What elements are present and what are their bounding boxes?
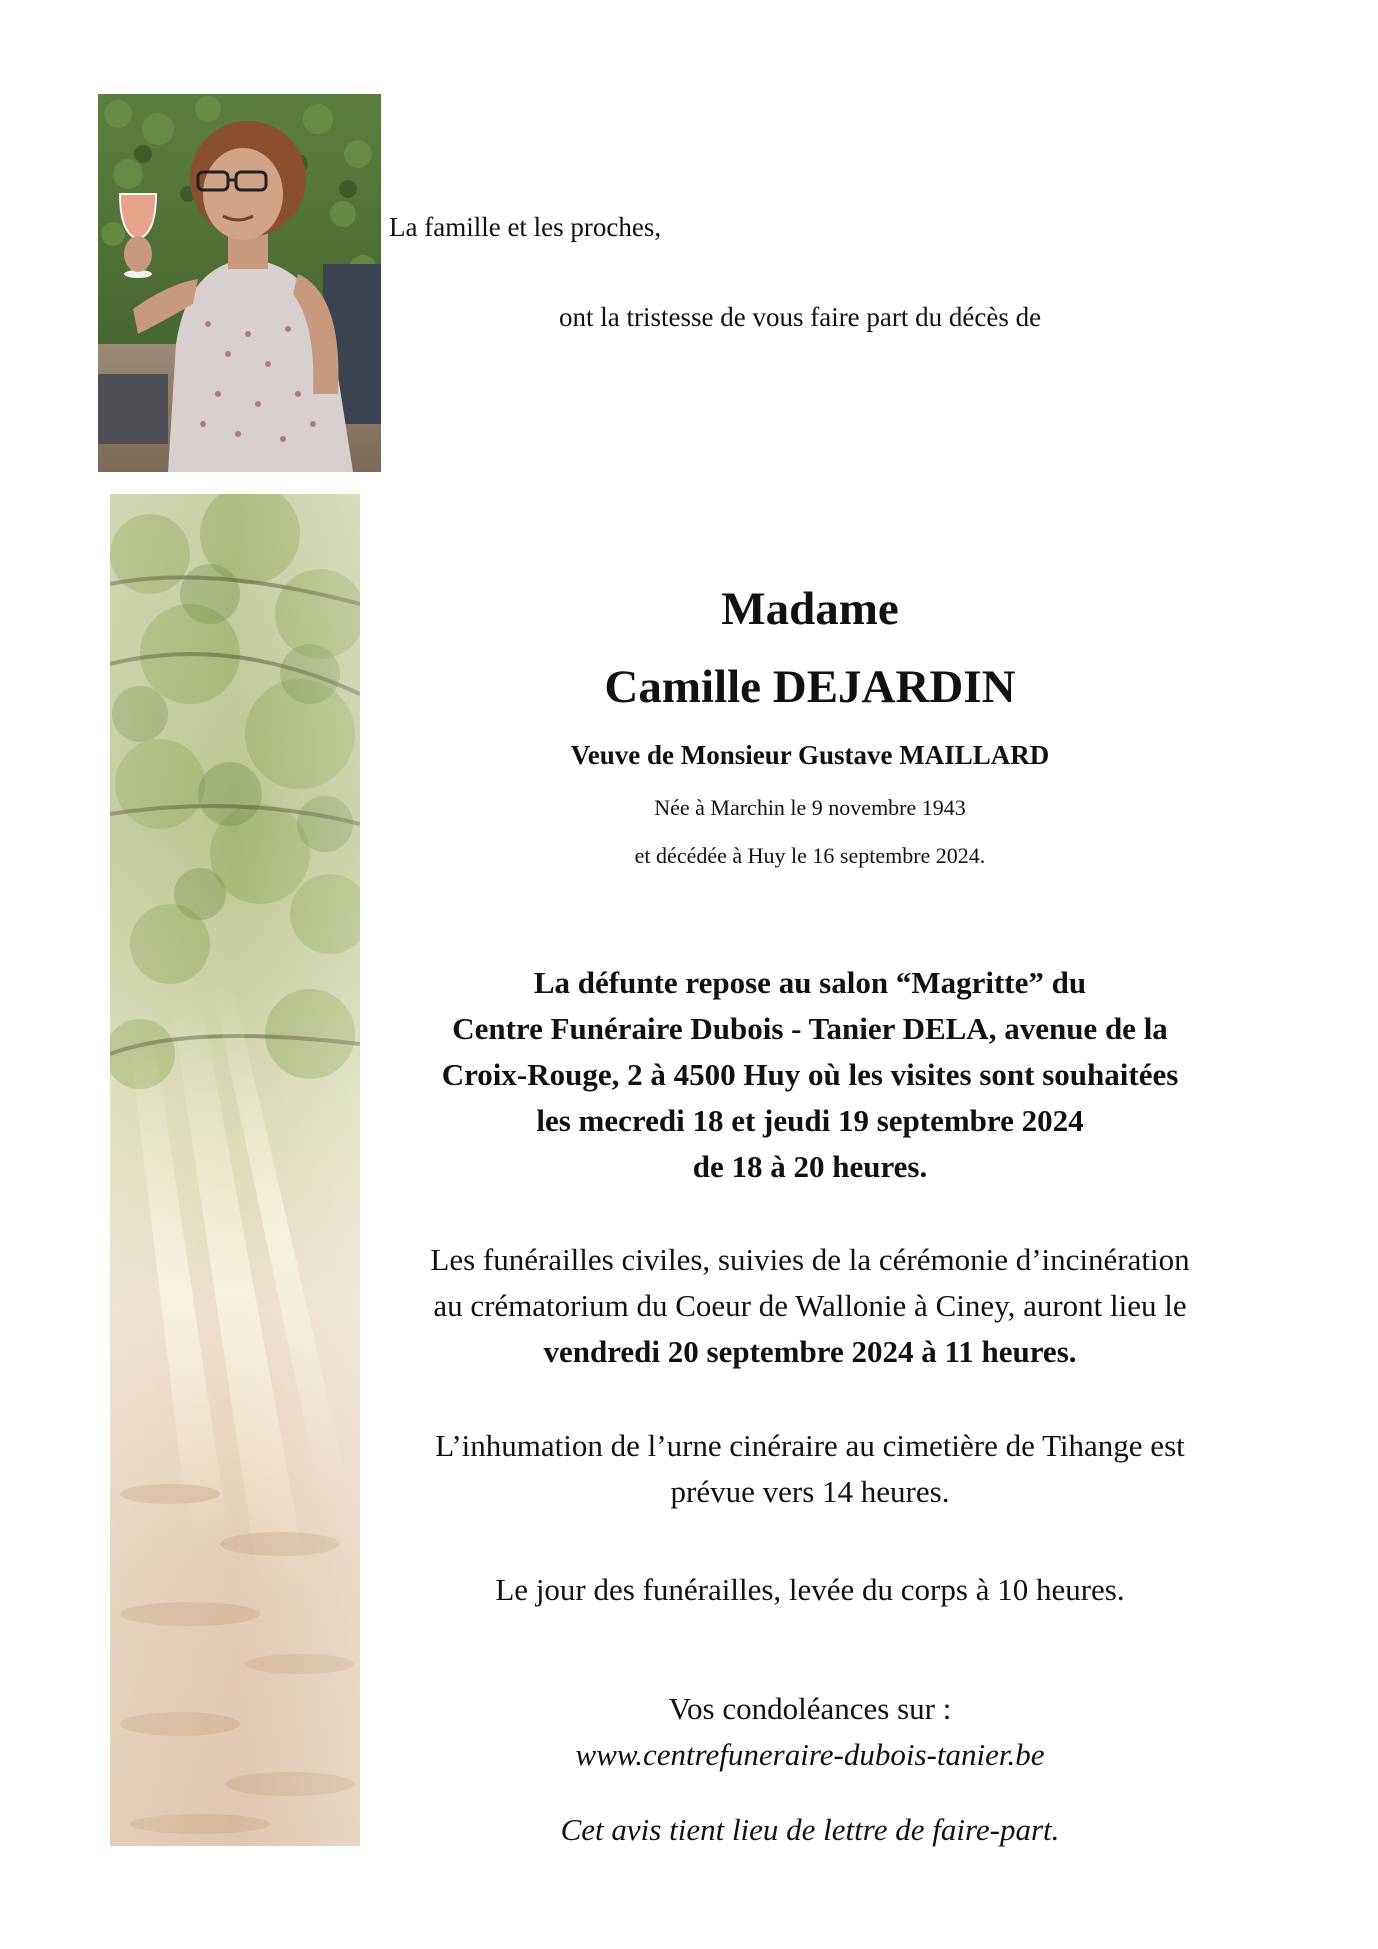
portrait-photo <box>98 94 381 472</box>
inhumation-line: L’inhumation de l’urne cinéraire au cimetière de Tihange est <box>435 1428 1185 1463</box>
repose-line: La défunte repose au salon “Magritte” du <box>533 965 1087 1000</box>
repose-line: Centre Funéraire Dubois - Tanier DELA, avenue de la <box>452 1011 1168 1046</box>
condolences-label: Vos condoléances sur : <box>668 1691 952 1726</box>
deceased-name: Camille DEJARDIN <box>604 661 1016 713</box>
repose-paragraph <box>360 960 1260 1190</box>
death-line: et décédée à Huy le 16 septembre 2024. <box>634 843 986 868</box>
funerals-date-line: vendredi 20 septembre 2024 à 11 heures. <box>543 1334 1077 1369</box>
intro-family-line: La famille et les proches, <box>389 212 662 242</box>
inhumation-paragraph <box>360 1423 1260 1515</box>
levee-line: Le jour des funérailles, levée du corps à 10 heures. <box>495 1572 1125 1607</box>
funerals-line: au crématorium du Coeur de Wallonie à Ciney, auront lieu le <box>433 1288 1187 1323</box>
notice-line: Cet avis tient lieu de lettre de faire-part. <box>560 1812 1060 1847</box>
widow-of-line: Veuve de Monsieur Gustave MAILLARD <box>570 740 1050 770</box>
forest-path-banner <box>110 494 360 1846</box>
funerals-paragraph <box>360 1237 1260 1375</box>
intro-announcement-line: ont la tristesse de vous faire part du décès de <box>559 302 1042 332</box>
repose-line: de 18 à 20 heures. <box>692 1149 928 1184</box>
condolences-website-link[interactable]: www.centrefuneraire-dubois-tanier.be <box>575 1737 1045 1772</box>
repose-line: les mecredi 18 et jeudi 19 septembre 2024 <box>536 1103 1084 1138</box>
birth-line: Née à Marchin le 9 novembre 1943 <box>654 795 966 820</box>
inhumation-line: prévue vers 14 heures. <box>670 1474 950 1509</box>
funerals-line: Les funérailles civiles, suivies de la cérémonie d’incinération <box>430 1242 1190 1277</box>
deceased-title: Madame <box>721 583 899 635</box>
repose-line: Croix-Rouge, 2 à 4500 Huy où les visites sont souhaitées <box>441 1057 1179 1092</box>
